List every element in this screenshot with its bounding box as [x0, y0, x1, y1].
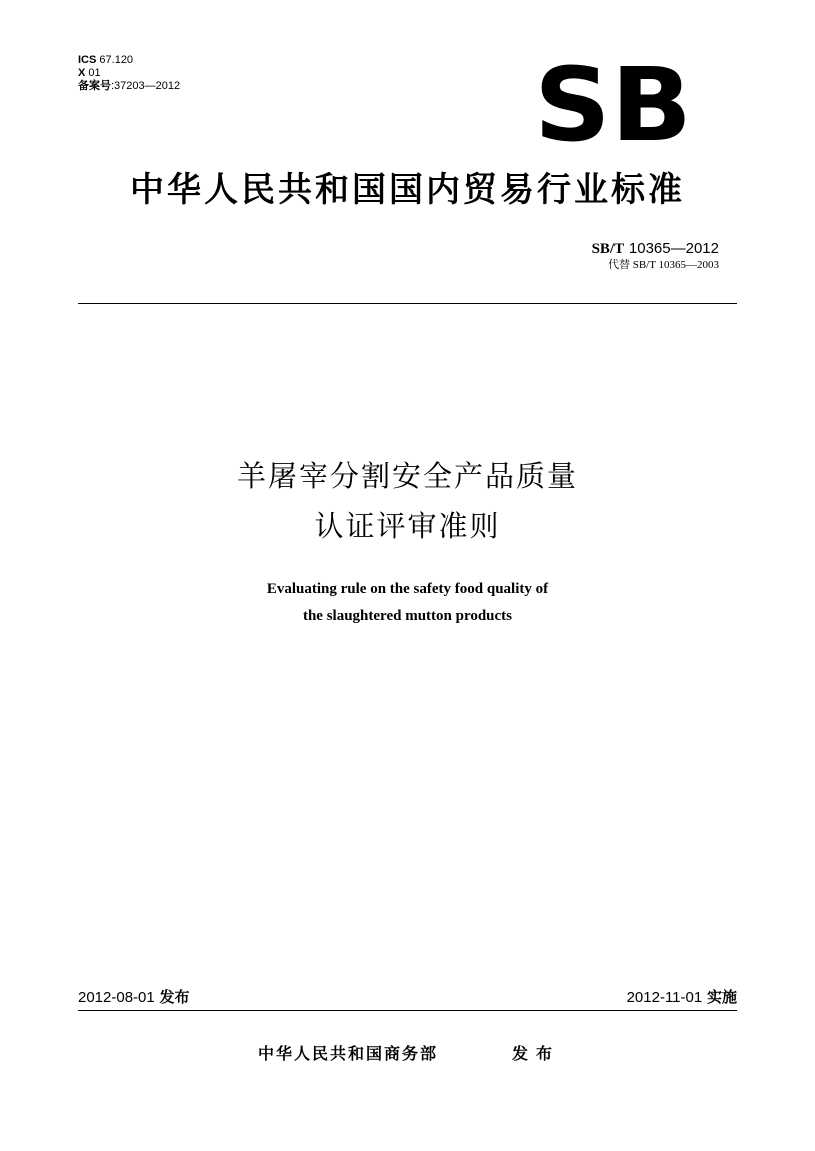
document-title-line2: 认证评审准则: [314, 509, 501, 543]
standard-number-value: 10365—2012: [628, 240, 719, 257]
replaces-note: 代替 SB/T 10365—2003: [607, 259, 719, 271]
ics-code: 67.120: [99, 54, 134, 66]
standard-number: [592, 239, 719, 258]
implement-word: 实施: [706, 988, 737, 1006]
ics-label: ICS: [78, 54, 97, 66]
document-title-line1: 羊屠宰分割安全产品质量: [236, 459, 578, 493]
record-no: :37203—2012: [111, 80, 181, 92]
ccs-line: [78, 67, 180, 80]
issuer-action: 发布: [512, 1044, 561, 1063]
ccs-code: 01: [88, 67, 101, 79]
ics-line: [78, 54, 180, 67]
sb-logo: [533, 62, 693, 144]
english-title-line2: the slaughtered mutton products: [302, 608, 513, 624]
issuer-name: 中华人民共和国商务部: [258, 1044, 439, 1063]
publish-date-block: [78, 987, 190, 1008]
header-divider: [78, 303, 737, 304]
record-label: 备案号: [78, 80, 111, 92]
standard-code: SB/T: [591, 241, 625, 257]
footer-divider: [78, 1010, 737, 1011]
implement-date: 2012-11-01: [626, 989, 703, 1006]
implement-date-block: [627, 987, 737, 1008]
standard-number-block: [592, 239, 719, 272]
record-line: [78, 80, 180, 93]
english-title-line1: Evaluating rule on the safety food quality of: [266, 581, 549, 597]
classification-block: [78, 54, 180, 93]
ccs-label: X: [78, 67, 86, 79]
publish-word: 发布: [159, 988, 190, 1006]
publish-date: 2012-08-01: [78, 989, 155, 1006]
sb-logo-text: SB: [534, 62, 692, 144]
header-title: 中华人民共和国国内贸易行业标准: [130, 170, 685, 210]
